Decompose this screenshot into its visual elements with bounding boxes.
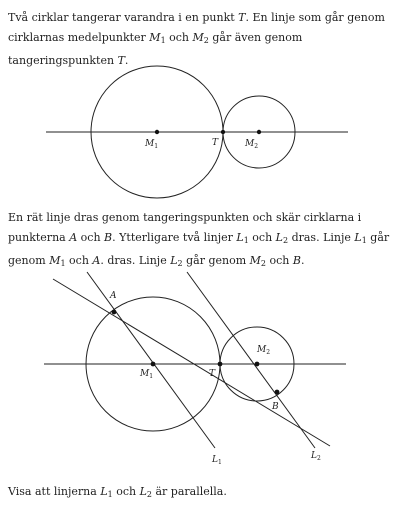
line-l1 <box>87 272 215 448</box>
label-a: A <box>110 291 117 301</box>
point-t <box>221 130 225 134</box>
label-t: T <box>209 369 216 379</box>
figure-construction <box>0 268 407 468</box>
label-l1: $L_1$ <box>212 455 222 466</box>
conclusion-text: Visa att linjerna $L_1$ och $L_2$ är parallella. <box>8 485 227 499</box>
label-l2: $L_2$ <box>311 451 321 462</box>
point-m1 <box>155 130 159 134</box>
point-b <box>275 390 280 395</box>
label-b: B <box>272 402 279 412</box>
label-m2: $M_2$ <box>257 345 271 356</box>
figure-tangent-circles <box>0 58 407 208</box>
line-l2 <box>187 272 315 448</box>
construction-text: En rät linje dras genom tangeringspunkten och skär cirklarna i punkterna A och B. Ytterligare två linjer $L_1$ och $L_2$ dras. Linje $L_1$ går genom $M_1$ och A. dras. Linje $L_2$ går genom $M_2$ och B. <box>8 211 390 268</box>
label-m2: $M_2$ <box>245 139 259 150</box>
point-t <box>218 362 223 367</box>
label-m1: $M_1$ <box>140 369 154 380</box>
point-m1 <box>151 362 156 367</box>
point-a <box>112 310 117 315</box>
label-t: T <box>212 138 219 148</box>
point-m2 <box>257 130 261 134</box>
label-m1: $M_1$ <box>145 139 159 150</box>
line-through-t <box>53 279 330 446</box>
point-m2 <box>255 362 260 367</box>
intro-text: Två cirklar tangerar varandra i en punkt T. En linje som går genom cirklarnas medelpunkter $M_1$ och $M_2$ går även genom tangeringspunkten T. <box>8 11 385 67</box>
